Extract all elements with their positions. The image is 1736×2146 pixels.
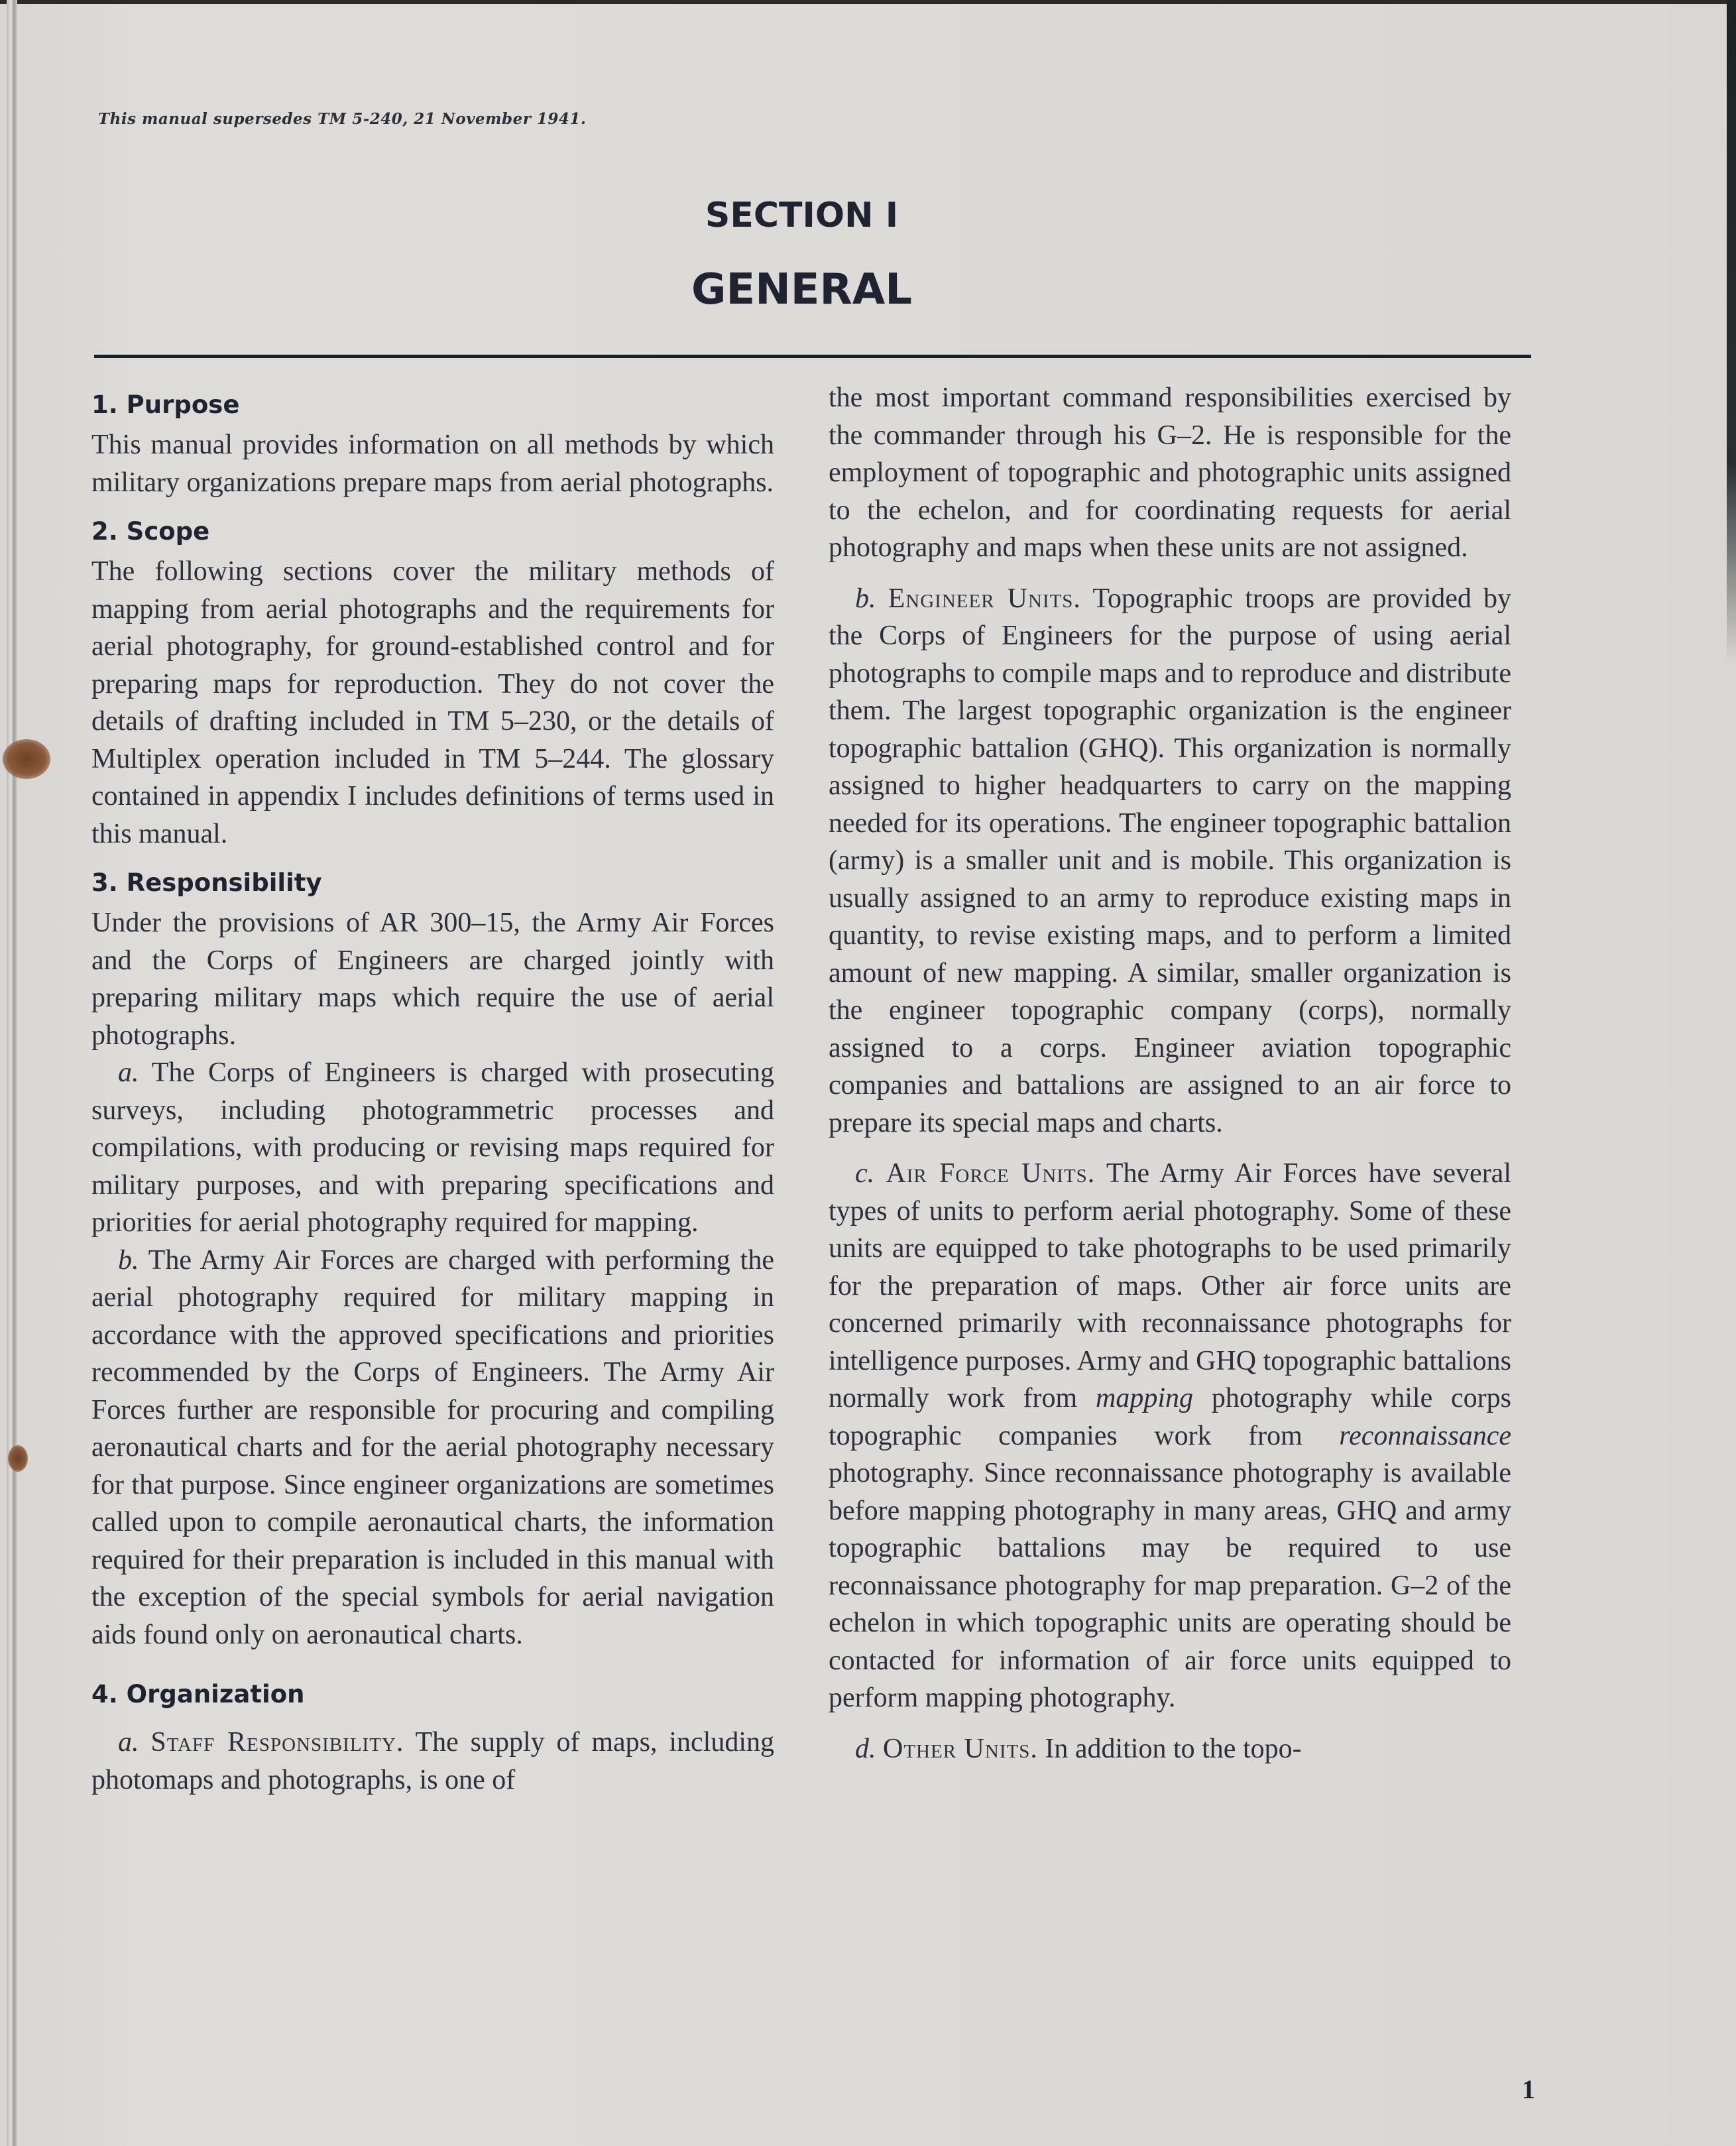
left-column [91,388,774,1799]
scope-text: The following sections cover the military methods of mapping from aerial photographs and the requirements for aerial photography, for ground-established control and for preparing maps for reproduction. They do not cover the details of drafting included in TM 5–230, or the details of Multiplex operation included in TM 5–244. The glossary contained in appendix I includes definitions of terms used in this manual. [91,556,774,849]
emphasis-mapping: mapping [1096,1383,1194,1413]
right-column [829,379,1511,1767]
item-letter: a. [118,1057,139,1088]
emphasis-reconnaissance: reconnaissance [1339,1420,1511,1451]
organization-a-text: The supply of maps, including photomaps and photographs, is one of [91,1727,774,1795]
purpose-text: This manual provides information on all methods by which military organizations prepare maps from aerial photographs. [91,430,774,498]
section-label: SECTION I [705,196,899,235]
responsibility-a-text: The Corps of Engineers is charged with prosecuting surveys, including photogrammetric processes and compilations, with producing or revising maps required for military purposes, and with preparing specifications and priorities for aerial photography required for mapping. [91,1057,774,1238]
organization-c [829,1155,1511,1717]
organization-a [91,1724,774,1799]
item-letter: c. [855,1158,875,1189]
heading-purpose: 1. Purpose [91,390,240,419]
organization-d-text: In addition to the topo- [1045,1733,1302,1764]
section-divider [94,355,1531,358]
spiral-binding [7,0,17,2146]
organization-c-text-3: photography. Since reconnaissance photography is available before mapping photography in many areas, GHQ and army topographic battalions may be required to use reconnaissance photography for map preparation. G–2 of the echelon in which topographic units are operating should be contacted for information of air force units equipped to perform mapping photography. [829,1458,1511,1713]
heading-scope: 2. Scope [91,517,210,546]
supersedes-note: This manual supersedes TM 5-240, 21 November 1941. [98,110,587,128]
rust-stain [3,739,50,779]
item-letter: b. [118,1244,139,1276]
item-title: Air Force Units. [886,1158,1096,1189]
organization-c-text-2: photography while corps topographic companies work from [829,1383,1512,1451]
heading-responsibility: 3. Responsibility [91,868,322,897]
rust-stain [8,1445,28,1472]
item-letter: d. [855,1733,876,1764]
organization-c-text-1: The Army Air Forces have several types of units to perform aerial photography. Some of these units are equipped to take photographs to be used primarily for the preparation of maps. Other air force units are concerned primarily with reconnaissance photographs for intelligence purposes. Army and GHQ topographic battalions normally work from [829,1158,1511,1413]
organization-b [829,580,1511,1142]
responsibility-a [91,1054,774,1242]
organization-b-text: Topographic troops are provided by the Corps of Engineers for the purpose of using aerial photographs to compile maps and to reproduce and distribute them. The largest topographic organization is the engineer topographic battalion (GHQ). This organization is normally assigned to higher headquarters to carry on the mapping needed for its operations. The engineer topographic battalion (army) is a smaller unit and is mobile. This organization is usually assigned to an army to reproduce existing maps in quantity, to revise existing maps, and to perform a limited amount of new mapping. A similar, smaller organization is the engineer topographic company (corps), normally assigned to a corps. Engineer aviation topographic companies and battalions are assigned to an air force to prepare its special maps and charts. [829,583,1512,1138]
responsibility-b-text: The Army Air Forces are charged with performing the aerial photography required for military mapping in accordance with the approved specifications and priorities recommended by the Corps of Engineers. The Army Air Forces further are responsible for procuring and compiling aeronautical charts and for the aerial photography necessary for that purpose. Since engineer organizations are sometimes called upon to compile aeronautical charts, the information required for their preparation is included in this manual with the exception of the special symbols for aerial navigation aids found only on aeronautical charts. [91,1244,774,1650]
item-letter: b. [855,583,876,614]
responsibility-text: Under the provisions of AR 300–15, the Army Air Forces and the Corps of Engineers are charged jointly with preparing military maps which require the use of aerial photographs. [91,908,774,1051]
responsibility-b [91,1242,774,1654]
page-number: 1 [1522,2074,1535,2104]
item-title: Other Units. [883,1733,1038,1764]
binding-shadow [0,0,1736,4]
organization-d [829,1730,1511,1768]
item-title: Staff Responsibility. [150,1727,404,1758]
page-edge-shadow [1727,0,1736,663]
heading-organization: 4. Organization [91,1680,305,1708]
section-title: GENERAL [691,265,913,314]
organization-a-continued: the most important command responsibilities exercised by the commander through his G–2. He is responsible for the employment of topographic and photographic units assigned to the echelon, and for coordinating requests for aerial photography and maps when these units are not assigned. [829,383,1511,563]
item-letter: a. [118,1727,139,1758]
item-title: Engineer Units. [888,583,1081,614]
